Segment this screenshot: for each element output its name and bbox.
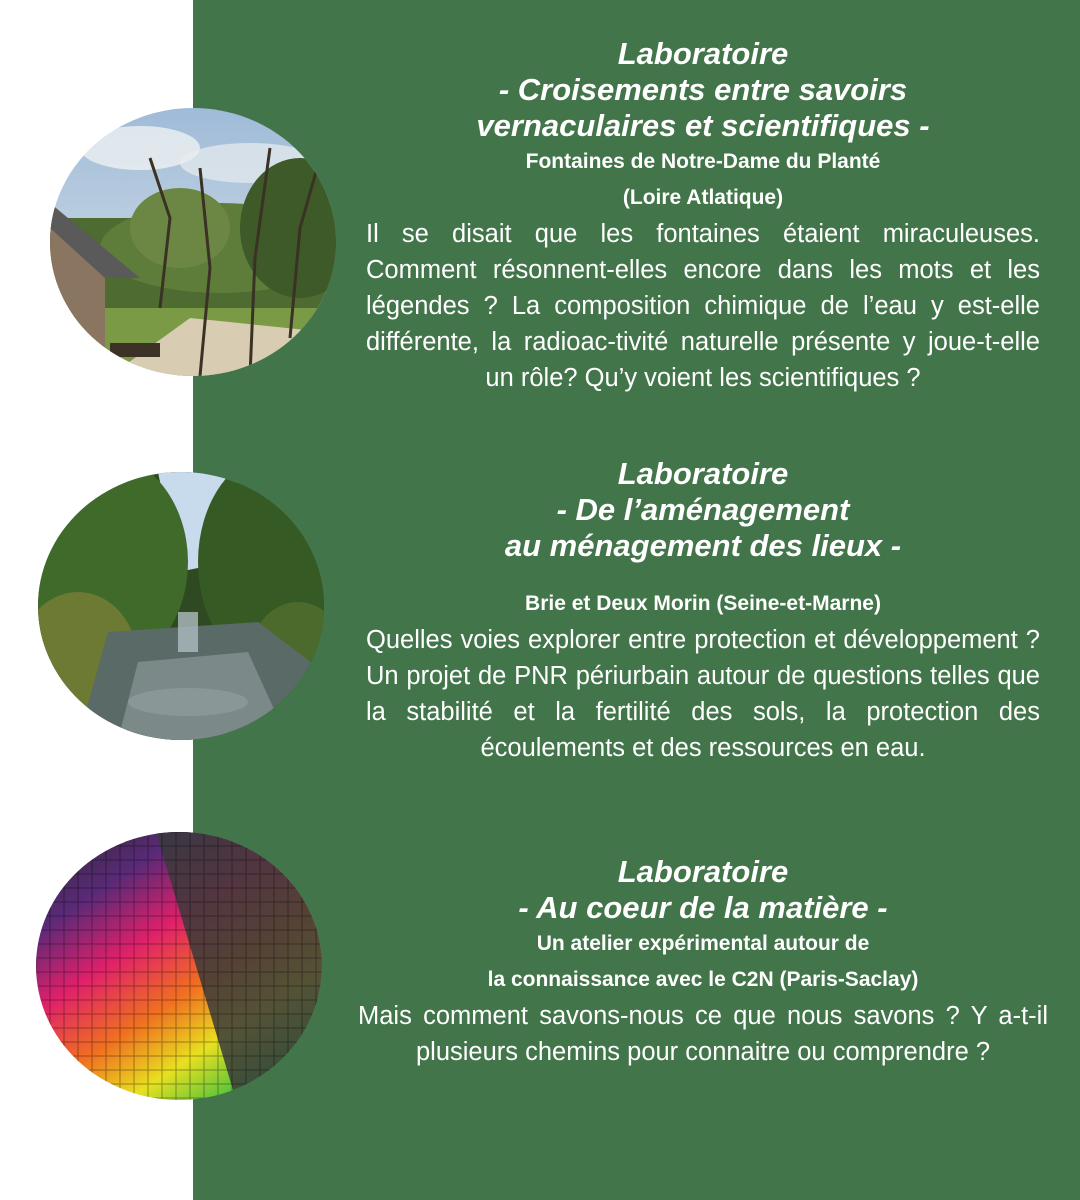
section-matiere bbox=[352, 854, 1054, 1070]
river-landscape-photo bbox=[38, 472, 324, 740]
section-amenagement bbox=[352, 456, 1054, 766]
section-description: Mais comment savons-nous ce que nous savons ? Y a-t-il plusieurs chemins pour connaitre ou comprendre ? bbox=[358, 1002, 1048, 1066]
section-description: Il se disait que les fontaines étaient miraculeuses. Comment résonnent-elles encore dans les mots et les légendes ? La composition chimique de l’eau y est-elle différente, la radioac-tivité naturelle présente y joue-t-elle un rôle? Qu’y voient les scientifiques ? bbox=[366, 220, 1040, 392]
section-description: Quelles voies explorer entre protection et développement ? Un projet de PNR périurbain autour de questions telles que la stabilité et la fertilité des sols, la protection des écoulements et des ressources en eau. bbox=[366, 626, 1040, 762]
section-title: Laboratoire - De l’aménagement au ménagement des lieux - bbox=[504, 456, 902, 563]
fountain-park-photo bbox=[50, 108, 336, 376]
section-title: Laboratoire - Au coeur de la matière - bbox=[518, 854, 888, 925]
section-subtitle: Fontaines de Notre-Dame du Planté (Loire Atlatique) bbox=[525, 150, 881, 209]
section-title: Laboratoire - Croisements entre savoirs vernaculaires et scientifiques - bbox=[476, 36, 930, 143]
silicon-wafer-photo bbox=[36, 832, 322, 1100]
section-subtitle: Brie et Deux Morin (Seine-et-Marne) bbox=[525, 592, 881, 615]
section-subtitle: Un atelier expérimental autour de la connaissance avec le C2N (Paris-Saclay) bbox=[487, 932, 919, 991]
section-fontaines bbox=[352, 36, 1054, 396]
